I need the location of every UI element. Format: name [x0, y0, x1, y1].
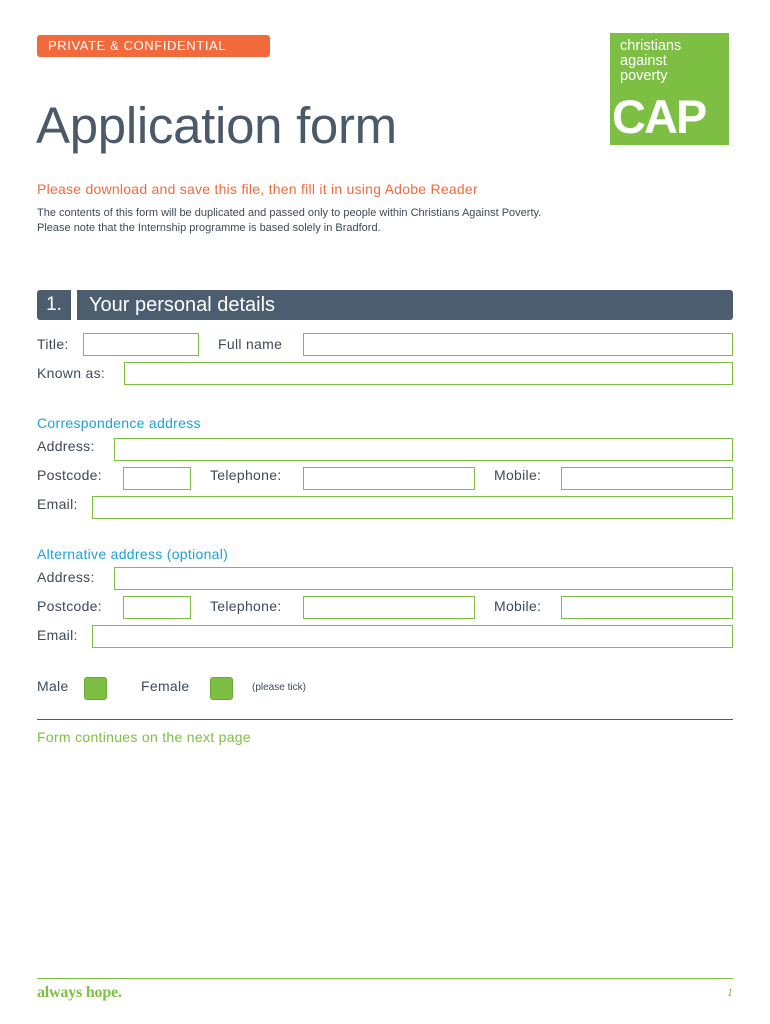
section-title: Your personal details	[89, 294, 276, 316]
logo-wordmark	[620, 39, 681, 84]
page-number: 1	[727, 985, 733, 999]
correspondence-telephone-input[interactable]	[303, 467, 475, 490]
download-instruction: Please download and save this file, then fill it in using Adobe Reader	[37, 181, 478, 197]
alternative-postcode-label: Postcode:	[37, 598, 102, 614]
confidential-badge: PRIVATE & CONFIDENTIAL	[37, 35, 270, 57]
correspondence-mobile-input[interactable]	[561, 467, 733, 490]
section-header	[37, 290, 733, 320]
title-input[interactable]	[83, 333, 199, 356]
alternative-email-input[interactable]	[92, 625, 733, 648]
intro-line-2: Please note that the Internship programme is based solely in Bradford.	[37, 222, 381, 234]
female-checkbox[interactable]	[210, 677, 233, 700]
alternative-heading	[37, 546, 228, 562]
alternative-address-label: Address:	[37, 569, 95, 585]
section-number: 1.	[46, 294, 62, 315]
logo-line-3: poverty	[620, 68, 668, 84]
full-name-input[interactable]	[303, 333, 733, 356]
page-title: Application form	[36, 97, 397, 154]
correspondence-heading: Correspondence address	[37, 415, 201, 431]
alternative-mobile-label: Mobile:	[494, 598, 542, 614]
optional-note: (optional)	[166, 546, 229, 562]
alternative-telephone-input[interactable]	[303, 596, 475, 619]
logo-mark: CAP	[612, 90, 706, 143]
full-name-label: Full name	[218, 336, 283, 352]
intro-text	[37, 206, 541, 236]
alternative-mobile-input[interactable]	[561, 596, 733, 619]
correspondence-address-label: Address:	[37, 438, 95, 454]
known-as-label: Known as:	[37, 365, 106, 381]
logo-line-2: against	[620, 53, 667, 69]
section-divider	[71, 290, 77, 320]
male-checkbox[interactable]	[84, 677, 107, 700]
male-label: Male	[37, 678, 69, 694]
correspondence-postcode-label: Postcode:	[37, 467, 102, 483]
correspondence-address-input[interactable]	[114, 438, 733, 461]
footer-rule	[37, 978, 733, 979]
correspondence-postcode-input[interactable]	[123, 467, 191, 490]
intro-line-1: The contents of this form will be duplicated and passed only to people within Christians Against Poverty.	[37, 207, 542, 219]
female-label: Female	[141, 678, 190, 694]
correspondence-email-label: Email:	[37, 496, 78, 512]
section-divider-rule	[37, 719, 733, 720]
alternative-telephone-label: Telephone:	[210, 598, 282, 614]
correspondence-mobile-label: Mobile:	[494, 467, 542, 483]
correspondence-telephone-label: Telephone:	[210, 467, 282, 483]
tick-hint: (please tick)	[252, 682, 306, 693]
alternative-heading-text: Alternative address	[37, 546, 163, 562]
continues-note: Form continues on the next page	[37, 729, 251, 745]
known-as-input[interactable]	[124, 362, 733, 385]
cap-logo	[610, 33, 729, 145]
title-label: Title:	[37, 336, 69, 352]
alternative-email-label: Email:	[37, 627, 78, 643]
correspondence-email-input[interactable]	[92, 496, 733, 519]
alternative-address-input[interactable]	[114, 567, 733, 590]
logo-line-1: christians	[620, 38, 682, 54]
footer-tagline: always hope.	[37, 984, 122, 1001]
alternative-postcode-input[interactable]	[123, 596, 191, 619]
